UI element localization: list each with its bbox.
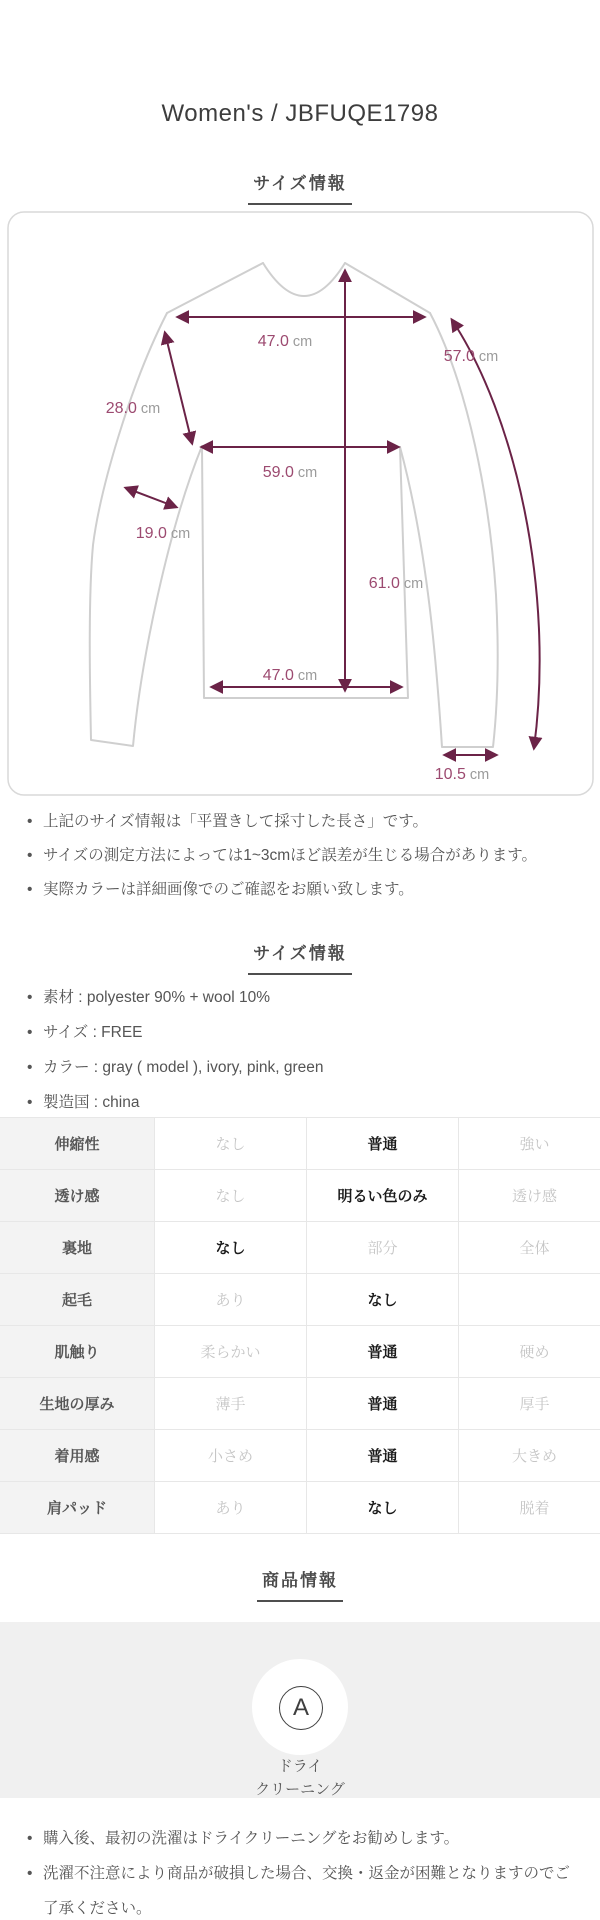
attribute-option: 部分 (307, 1222, 459, 1274)
care-note-item: • 購入後、最初の洗濯はドライクリーニングをお勧めします。 (27, 1821, 583, 1856)
sleeve-width-label: 19.0 cm (135, 525, 191, 542)
attribute-option-selected: なし (155, 1222, 307, 1274)
attribute-option: 小さめ (155, 1430, 307, 1482)
attribute-option (459, 1274, 600, 1326)
attribute-option-selected: 明るい色のみ (307, 1170, 459, 1222)
armhole-depth-label: 28.0 cm (105, 400, 161, 417)
size-detail-item: • カラー : gray ( model ), ivory, pink, green (27, 1050, 583, 1085)
sleeve-length-label: 57.0 cm (443, 348, 499, 365)
page-title: Women's / JBFUQE1798 (161, 100, 439, 127)
attribute-option: 厚手 (459, 1378, 600, 1430)
size-notes-list (27, 805, 583, 907)
attribute-label: 着用感 (0, 1430, 155, 1482)
attribute-label: 肌触り (0, 1326, 155, 1378)
attributes-table-body (0, 1118, 600, 1534)
care-note-item: • 洗濯不注意により商品が破損した場合、交換・返金が困難となりますのでご了承ください。 (27, 1856, 583, 1920)
attribute-option-selected: 普通 (307, 1430, 459, 1482)
attribute-option: 透け感 (459, 1170, 600, 1222)
attribute-option-selected: なし (307, 1274, 459, 1326)
care-instructions-panel (0, 1622, 600, 1798)
cuff-width-label: 10.5 cm (434, 766, 490, 783)
chest-width-label: 59.0 cm (262, 464, 318, 481)
attribute-option: 全体 (459, 1222, 600, 1274)
attribute-option-selected: 普通 (307, 1378, 459, 1430)
total-length-label: 61.0 cm (368, 575, 424, 592)
dry-clean-icon (252, 1659, 348, 1755)
attribute-row (0, 1170, 600, 1222)
attribute-label: 生地の厚み (0, 1378, 155, 1430)
attribute-option: あり (155, 1274, 307, 1326)
attribute-option: あり (155, 1482, 307, 1534)
attribute-label: 起毛 (0, 1274, 155, 1326)
size-detail-item: • 製造国 : china (27, 1085, 583, 1120)
size-details-heading: サイズ情報 (0, 939, 600, 975)
attribute-row (0, 1274, 600, 1326)
attribute-option-selected: 普通 (307, 1326, 459, 1378)
attribute-option: 大きめ (459, 1430, 600, 1482)
attribute-row (0, 1222, 600, 1274)
attribute-row (0, 1482, 600, 1534)
size-note-item: • サイズの測定方法によっては1~3cmほど誤差が生じる場合があります。 (27, 839, 583, 873)
attribute-label: 肩パッド (0, 1482, 155, 1534)
size-detail-item: • サイズ : FREE (27, 1015, 583, 1050)
size-note-item: • 上記のサイズ情報は「平置きして採寸した長さ」です。 (27, 805, 583, 839)
attribute-option: 薄手 (155, 1378, 307, 1430)
size-detail-item: • 素材 : polyester 90% + wool 10% (27, 980, 583, 1015)
hem-width-label: 47.0 cm (262, 667, 318, 684)
attribute-option: なし (155, 1118, 307, 1170)
attribute-row (0, 1378, 600, 1430)
attribute-option: 柔らかい (155, 1326, 307, 1378)
dry-clean-circle-a-icon: A (279, 1686, 323, 1730)
attribute-row (0, 1326, 600, 1378)
product-info-heading: 商品情報 (0, 1566, 600, 1602)
size-diagram (0, 200, 600, 800)
attribute-row (0, 1118, 600, 1170)
shoulder-width-label: 47.0 cm (257, 333, 313, 350)
size-details-list (27, 980, 583, 1120)
care-icon-label (0, 1755, 600, 1801)
care-icon-label-line1: ドライ (277, 1758, 323, 1775)
attribute-row (0, 1430, 600, 1482)
attribute-label: 伸縮性 (0, 1118, 155, 1170)
attribute-option: なし (155, 1170, 307, 1222)
attribute-option: 強い (459, 1118, 600, 1170)
attribute-option: 脱着 (459, 1482, 600, 1534)
care-icon-label-line2: クリーニング (255, 1781, 345, 1798)
attributes-table (0, 1117, 600, 1534)
attribute-option-selected: なし (307, 1482, 459, 1534)
diagram-border-box (8, 212, 593, 795)
attribute-option: 硬め (459, 1326, 600, 1378)
attribute-label: 裏地 (0, 1222, 155, 1274)
attribute-label: 透け感 (0, 1170, 155, 1222)
size-note-item: • 実際カラーは詳細画像でのご確認をお願い致します。 (27, 873, 583, 907)
attribute-option-selected: 普通 (307, 1118, 459, 1170)
size-chart-heading: サイズ情報 (0, 169, 600, 205)
care-notes-list (27, 1821, 583, 1920)
